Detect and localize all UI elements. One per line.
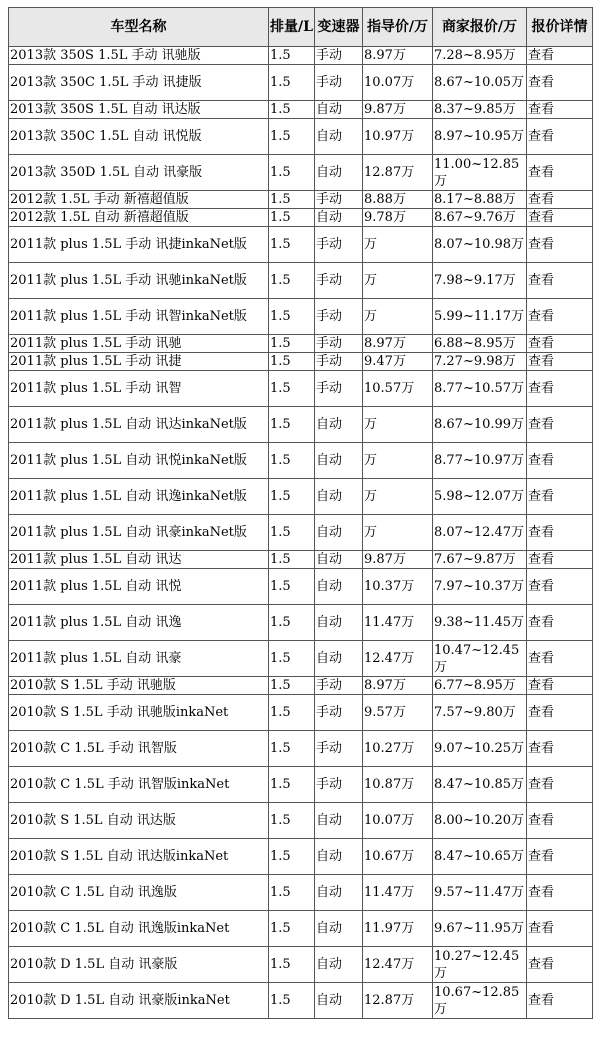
table-row: [9, 227, 593, 263]
cell-name: 2010款 S 1.5L 自动 讯达版inkaNet: [9, 839, 269, 875]
cell-guide-price: 11.47万: [363, 605, 433, 641]
view-details-link[interactable]: 查看: [527, 47, 593, 65]
cell-guide-price: 万: [363, 479, 433, 515]
cell-displacement: 1.5: [269, 731, 315, 767]
table-row: [9, 119, 593, 155]
cell-displacement: 1.5: [269, 263, 315, 299]
cell-transmission: 手动: [315, 677, 363, 695]
table-row: [9, 695, 593, 731]
cell-transmission: 自动: [315, 515, 363, 551]
cell-guide-price: 万: [363, 299, 433, 335]
cell-name: 2011款 plus 1.5L 自动 讯豪: [9, 641, 269, 677]
cell-guide-price: 10.97万: [363, 119, 433, 155]
header-name: 车型名称: [9, 8, 269, 47]
cell-dealer-price: 7.28~8.95万: [433, 47, 527, 65]
cell-dealer-price: 8.17~8.88万: [433, 191, 527, 209]
cell-guide-price: 10.27万: [363, 731, 433, 767]
table-row: [9, 983, 593, 1019]
table-row: [9, 803, 593, 839]
cell-dealer-price: 7.67~9.87万: [433, 551, 527, 569]
cell-dealer-price: 9.57~11.47万: [433, 875, 527, 911]
table-row: [9, 209, 593, 227]
cell-displacement: 1.5: [269, 47, 315, 65]
header-row: [9, 8, 593, 47]
header-displacement: 排量/L: [269, 8, 315, 47]
cell-dealer-price: 8.67~10.99万: [433, 407, 527, 443]
cell-guide-price: 万: [363, 263, 433, 299]
cell-name: 2010款 C 1.5L 手动 讯智版inkaNet: [9, 767, 269, 803]
cell-guide-price: 10.87万: [363, 767, 433, 803]
cell-displacement: 1.5: [269, 479, 315, 515]
cell-displacement: 1.5: [269, 101, 315, 119]
view-details-link[interactable]: 查看: [527, 839, 593, 875]
cell-transmission: 手动: [315, 299, 363, 335]
cell-name: 2011款 plus 1.5L 手动 讯智inkaNet版: [9, 299, 269, 335]
table-row: [9, 47, 593, 65]
view-details-link[interactable]: 查看: [527, 695, 593, 731]
table-header: [9, 8, 593, 47]
cell-dealer-price: 8.07~12.47万: [433, 515, 527, 551]
cell-dealer-price: 7.27~9.98万: [433, 353, 527, 371]
cell-dealer-price: 10.67~12.85万: [433, 983, 527, 1019]
cell-name: 2011款 plus 1.5L 自动 讯悦inkaNet版: [9, 443, 269, 479]
cell-name: 2010款 C 1.5L 手动 讯智版: [9, 731, 269, 767]
cell-name: 2011款 plus 1.5L 手动 讯智: [9, 371, 269, 407]
cell-displacement: 1.5: [269, 803, 315, 839]
cell-displacement: 1.5: [269, 695, 315, 731]
cell-guide-price: 9.47万: [363, 353, 433, 371]
view-details-link[interactable]: 查看: [527, 335, 593, 353]
cell-displacement: 1.5: [269, 605, 315, 641]
cell-dealer-price: 8.37~9.85万: [433, 101, 527, 119]
cell-transmission: 自动: [315, 947, 363, 983]
cell-displacement: 1.5: [269, 209, 315, 227]
cell-name: 2013款 350C 1.5L 手动 讯捷版: [9, 65, 269, 101]
table-row: [9, 353, 593, 371]
cell-displacement: 1.5: [269, 227, 315, 263]
cell-transmission: 自动: [315, 983, 363, 1019]
view-details-link[interactable]: 查看: [527, 803, 593, 839]
table-row: [9, 479, 593, 515]
cell-transmission: 自动: [315, 803, 363, 839]
cell-dealer-price: 9.67~11.95万: [433, 911, 527, 947]
view-details-link[interactable]: 查看: [527, 209, 593, 227]
cell-transmission: 手动: [315, 695, 363, 731]
cell-transmission: 自动: [315, 875, 363, 911]
cell-guide-price: 12.87万: [363, 155, 433, 191]
cell-dealer-price: 8.77~10.97万: [433, 443, 527, 479]
cell-transmission: 自动: [315, 209, 363, 227]
view-details-link[interactable]: 查看: [527, 407, 593, 443]
cell-dealer-price: 9.38~11.45万: [433, 605, 527, 641]
cell-transmission: 手动: [315, 227, 363, 263]
cell-transmission: 自动: [315, 119, 363, 155]
cell-name: 2010款 D 1.5L 自动 讯豪版: [9, 947, 269, 983]
table-row: [9, 911, 593, 947]
cell-dealer-price: 5.99~11.17万: [433, 299, 527, 335]
cell-guide-price: 9.78万: [363, 209, 433, 227]
cell-guide-price: 万: [363, 407, 433, 443]
cell-name: 2010款 D 1.5L 自动 讯豪版inkaNet: [9, 983, 269, 1019]
cell-displacement: 1.5: [269, 839, 315, 875]
view-details-link[interactable]: 查看: [527, 875, 593, 911]
cell-guide-price: 9.57万: [363, 695, 433, 731]
cell-dealer-price: 9.07~10.25万: [433, 731, 527, 767]
cell-name: 2011款 plus 1.5L 手动 讯捷inkaNet版: [9, 227, 269, 263]
view-details-link[interactable]: 查看: [527, 101, 593, 119]
cell-displacement: 1.5: [269, 371, 315, 407]
cell-transmission: 自动: [315, 479, 363, 515]
cell-displacement: 1.5: [269, 335, 315, 353]
view-details-link[interactable]: 查看: [527, 299, 593, 335]
cell-name: 2012款 1.5L 自动 新禧超值版: [9, 209, 269, 227]
cell-displacement: 1.5: [269, 641, 315, 677]
table-row: [9, 731, 593, 767]
view-details-link[interactable]: 查看: [527, 191, 593, 209]
table-row: [9, 839, 593, 875]
cell-name: 2013款 350S 1.5L 自动 讯达版: [9, 101, 269, 119]
view-details-link[interactable]: 查看: [527, 371, 593, 407]
cell-guide-price: 8.88万: [363, 191, 433, 209]
cell-guide-price: 9.87万: [363, 551, 433, 569]
cell-guide-price: 12.87万: [363, 983, 433, 1019]
cell-guide-price: 11.97万: [363, 911, 433, 947]
cell-guide-price: 10.57万: [363, 371, 433, 407]
cell-dealer-price: 8.47~10.85万: [433, 767, 527, 803]
cell-guide-price: 10.67万: [363, 839, 433, 875]
cell-displacement: 1.5: [269, 767, 315, 803]
cell-displacement: 1.5: [269, 299, 315, 335]
cell-dealer-price: 7.98~9.17万: [433, 263, 527, 299]
cell-name: 2013款 350D 1.5L 自动 讯豪版: [9, 155, 269, 191]
cell-displacement: 1.5: [269, 155, 315, 191]
cell-displacement: 1.5: [269, 191, 315, 209]
view-details-link[interactable]: 查看: [527, 641, 593, 677]
cell-name: 2012款 1.5L 手动 新禧超值版: [9, 191, 269, 209]
cell-displacement: 1.5: [269, 551, 315, 569]
header-guide-price: 指导价/万: [363, 8, 433, 47]
table-row: [9, 335, 593, 353]
header-details: 报价详情: [527, 8, 593, 47]
cell-guide-price: 10.37万: [363, 569, 433, 605]
cell-displacement: 1.5: [269, 947, 315, 983]
view-details-link[interactable]: 查看: [527, 155, 593, 191]
cell-name: 2011款 plus 1.5L 自动 讯逸: [9, 605, 269, 641]
cell-transmission: 自动: [315, 101, 363, 119]
cell-guide-price: 9.87万: [363, 101, 433, 119]
table-row: [9, 155, 593, 191]
cell-transmission: 手动: [315, 767, 363, 803]
cell-guide-price: 万: [363, 515, 433, 551]
view-details-link[interactable]: 查看: [527, 227, 593, 263]
cell-displacement: 1.5: [269, 569, 315, 605]
cell-dealer-price: 8.77~10.57万: [433, 371, 527, 407]
cell-name: 2011款 plus 1.5L 自动 讯悦: [9, 569, 269, 605]
cell-displacement: 1.5: [269, 677, 315, 695]
cell-transmission: 手动: [315, 371, 363, 407]
cell-name: 2013款 350C 1.5L 自动 讯悦版: [9, 119, 269, 155]
table-row: [9, 947, 593, 983]
table-row: [9, 605, 593, 641]
cell-guide-price: 8.97万: [363, 677, 433, 695]
table-row: [9, 641, 593, 677]
table-row: [9, 677, 593, 695]
cell-dealer-price: 8.47~10.65万: [433, 839, 527, 875]
cell-name: 2011款 plus 1.5L 自动 讯豪inkaNet版: [9, 515, 269, 551]
cell-transmission: 自动: [315, 407, 363, 443]
cell-dealer-price: 8.00~10.20万: [433, 803, 527, 839]
table-row: [9, 515, 593, 551]
cell-name: 2011款 plus 1.5L 自动 讯达inkaNet版: [9, 407, 269, 443]
table-row: [9, 299, 593, 335]
cell-dealer-price: 11.00~12.85万: [433, 155, 527, 191]
cell-dealer-price: 10.27~12.45万: [433, 947, 527, 983]
cell-name: 2011款 plus 1.5L 自动 讯达: [9, 551, 269, 569]
cell-name: 2011款 plus 1.5L 手动 讯驰inkaNet版: [9, 263, 269, 299]
cell-guide-price: 8.97万: [363, 335, 433, 353]
cell-guide-price: 万: [363, 443, 433, 479]
table-body: [9, 47, 593, 1019]
price-table: [8, 7, 593, 1019]
header-transmission: 变速器: [315, 8, 363, 47]
view-details-link[interactable]: 查看: [527, 569, 593, 605]
view-details-link[interactable]: 查看: [527, 119, 593, 155]
cell-displacement: 1.5: [269, 983, 315, 1019]
cell-transmission: 自动: [315, 443, 363, 479]
cell-displacement: 1.5: [269, 911, 315, 947]
cell-transmission: 手动: [315, 263, 363, 299]
cell-name: 2010款 S 1.5L 手动 讯驰版inkaNet: [9, 695, 269, 731]
cell-name: 2011款 plus 1.5L 手动 讯捷: [9, 353, 269, 371]
cell-transmission: 自动: [315, 569, 363, 605]
table-row: [9, 407, 593, 443]
cell-transmission: 手动: [315, 65, 363, 101]
cell-displacement: 1.5: [269, 875, 315, 911]
table-row: [9, 443, 593, 479]
cell-displacement: 1.5: [269, 515, 315, 551]
cell-dealer-price: 6.77~8.95万: [433, 677, 527, 695]
cell-transmission: 手动: [315, 335, 363, 353]
table-row: [9, 101, 593, 119]
view-details-link[interactable]: 查看: [527, 983, 593, 1019]
cell-name: 2011款 plus 1.5L 手动 讯驰: [9, 335, 269, 353]
view-details-link[interactable]: 查看: [527, 443, 593, 479]
cell-dealer-price: 8.97~10.95万: [433, 119, 527, 155]
cell-dealer-price: 7.97~10.37万: [433, 569, 527, 605]
cell-guide-price: 12.47万: [363, 947, 433, 983]
cell-transmission: 自动: [315, 155, 363, 191]
cell-guide-price: 10.07万: [363, 65, 433, 101]
cell-dealer-price: 7.57~9.80万: [433, 695, 527, 731]
view-details-link[interactable]: 查看: [527, 947, 593, 983]
cell-guide-price: 12.47万: [363, 641, 433, 677]
cell-name: 2010款 S 1.5L 自动 讯达版: [9, 803, 269, 839]
cell-dealer-price: 8.67~9.76万: [433, 209, 527, 227]
cell-transmission: 手动: [315, 731, 363, 767]
cell-transmission: 自动: [315, 839, 363, 875]
view-details-link[interactable]: 查看: [527, 911, 593, 947]
view-details-link[interactable]: 查看: [527, 605, 593, 641]
cell-transmission: 手动: [315, 353, 363, 371]
table-row: [9, 569, 593, 605]
view-details-link[interactable]: 查看: [527, 263, 593, 299]
cell-displacement: 1.5: [269, 407, 315, 443]
cell-displacement: 1.5: [269, 353, 315, 371]
cell-guide-price: 11.47万: [363, 875, 433, 911]
cell-transmission: 手动: [315, 191, 363, 209]
cell-displacement: 1.5: [269, 443, 315, 479]
view-details-link[interactable]: 查看: [527, 677, 593, 695]
table-row: [9, 875, 593, 911]
view-details-link[interactable]: 查看: [527, 353, 593, 371]
table-row: [9, 551, 593, 569]
cell-transmission: 自动: [315, 551, 363, 569]
cell-dealer-price: 8.67~10.05万: [433, 65, 527, 101]
table-row: [9, 263, 593, 299]
table-row: [9, 65, 593, 101]
table-row: [9, 191, 593, 209]
cell-displacement: 1.5: [269, 119, 315, 155]
cell-dealer-price: 5.98~12.07万: [433, 479, 527, 515]
cell-dealer-price: 8.07~10.98万: [433, 227, 527, 263]
cell-displacement: 1.5: [269, 65, 315, 101]
cell-dealer-price: 10.47~12.45万: [433, 641, 527, 677]
view-details-link[interactable]: 查看: [527, 767, 593, 803]
cell-name: 2010款 S 1.5L 手动 讯驰版: [9, 677, 269, 695]
cell-name: 2011款 plus 1.5L 自动 讯逸inkaNet版: [9, 479, 269, 515]
cell-transmission: 手动: [315, 47, 363, 65]
cell-guide-price: 10.07万: [363, 803, 433, 839]
cell-transmission: 自动: [315, 641, 363, 677]
table-row: [9, 767, 593, 803]
view-details-link[interactable]: 查看: [527, 479, 593, 515]
view-details-link[interactable]: 查看: [527, 731, 593, 767]
view-details-link[interactable]: 查看: [527, 551, 593, 569]
cell-guide-price: 8.97万: [363, 47, 433, 65]
cell-dealer-price: 6.88~8.95万: [433, 335, 527, 353]
header-dealer-price: 商家报价/万: [433, 8, 527, 47]
cell-name: 2010款 C 1.5L 自动 讯逸版: [9, 875, 269, 911]
view-details-link[interactable]: 查看: [527, 515, 593, 551]
cell-transmission: 自动: [315, 911, 363, 947]
view-details-link[interactable]: 查看: [527, 65, 593, 101]
cell-name: 2013款 350S 1.5L 手动 讯驰版: [9, 47, 269, 65]
table-row: [9, 371, 593, 407]
cell-transmission: 自动: [315, 605, 363, 641]
cell-guide-price: 万: [363, 227, 433, 263]
cell-name: 2010款 C 1.5L 自动 讯逸版inkaNet: [9, 911, 269, 947]
